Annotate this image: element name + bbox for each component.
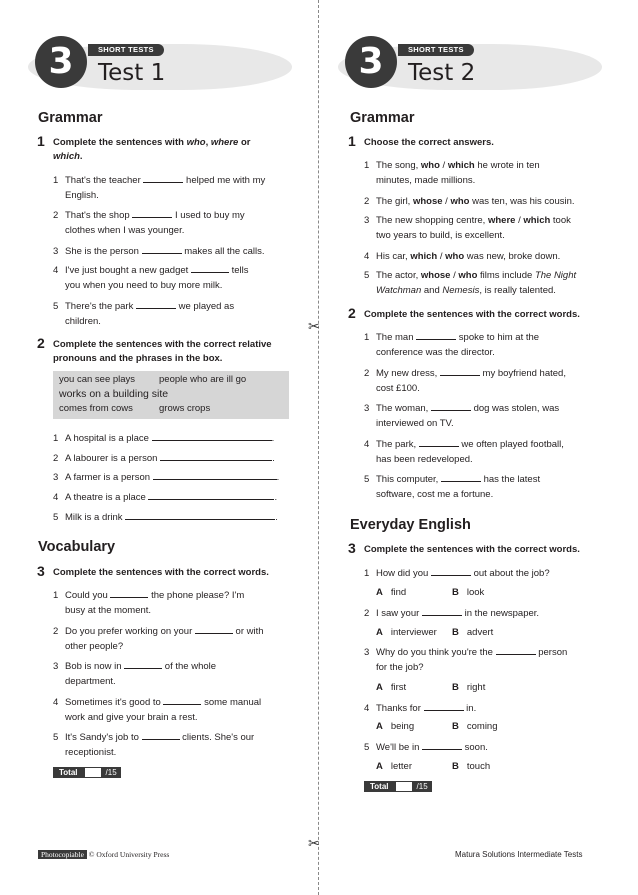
instruction: Complete the sentences with the correct words. [364, 544, 580, 555]
item-number: 4 [364, 703, 370, 714]
item-number: 1 [53, 175, 59, 186]
question-number: 3 [348, 540, 356, 556]
phrase: people who are ill go [159, 374, 247, 385]
option-b[interactable] [452, 681, 485, 695]
item-text: for the job? [376, 662, 424, 673]
item-number: 3 [364, 647, 370, 658]
list-item: 4 A theatre is a place . [53, 492, 278, 503]
option-word[interactable]: where [487, 215, 516, 226]
item-text: A farmer is a person [65, 472, 151, 483]
item-text: How did you [376, 568, 429, 579]
option-letter: B [452, 627, 459, 638]
item-text: has the latest [483, 474, 541, 485]
item-text: The woman, [376, 403, 429, 414]
list-item [364, 740, 616, 755]
film-title: Watchman [376, 285, 422, 296]
item-text: and [421, 285, 443, 296]
option-word[interactable]: whose [412, 196, 443, 207]
total-score [53, 767, 121, 778]
option-b[interactable] [452, 760, 490, 774]
item-text: soon. [464, 742, 488, 753]
item-text: I've just bought a new gadget [65, 265, 189, 276]
phrase: works on a building site [59, 388, 169, 400]
question-3 [348, 540, 614, 557]
list-item [53, 244, 295, 259]
option-letter: A [376, 761, 383, 772]
question-1 [348, 133, 614, 150]
list-item [364, 701, 616, 716]
scissors-icon: ✂ [308, 318, 320, 334]
item-number: 4 [53, 697, 59, 708]
list-item [53, 588, 295, 618]
list-item [53, 173, 295, 203]
item-text: spoke to him at the [458, 332, 540, 343]
question-2 [348, 305, 614, 322]
item-text: other people? [65, 641, 124, 652]
question-number: 3 [37, 563, 45, 579]
option-letter: A [376, 682, 383, 693]
list-item [364, 366, 616, 396]
item-number: 2 [53, 453, 59, 464]
grammar-heading: Grammar [350, 110, 415, 126]
separator: / [439, 160, 448, 171]
total-max: /15 [413, 781, 432, 792]
instruction: Complete the sentences with the correct relative [53, 339, 272, 350]
unit-number: 3 [35, 36, 87, 88]
instruction-word: which [53, 151, 80, 162]
option-word[interactable]: who [450, 196, 470, 207]
list-item [364, 268, 616, 298]
item-text: There's the park [65, 301, 134, 312]
answer-blank[interactable] [195, 624, 233, 634]
item-text: the phone please? I'm [151, 590, 245, 601]
instruction: Complete the sentences with the correct words. [53, 567, 269, 578]
scissors-icon: ✂ [308, 835, 320, 851]
instruction: . [79, 151, 83, 162]
list-item [364, 472, 616, 502]
item-number: 4 [364, 251, 370, 262]
item-text: interviewed on TV. [376, 418, 454, 429]
item-text: It's Sandy's job to [65, 732, 139, 743]
option-letter: B [452, 682, 459, 693]
instruction-word: who [186, 137, 206, 148]
unit-number: 3 [345, 36, 397, 88]
item-text: two years to build, is excellent. [376, 230, 505, 241]
answer-blank[interactable] [132, 208, 172, 218]
option-word[interactable]: whose [420, 270, 451, 281]
list-item: 2 A labourer is a person . [53, 453, 275, 464]
list-item: 1 A hospital is a place . [53, 433, 275, 444]
phrase: comes from cows [59, 403, 133, 414]
item-text: The girl, [376, 196, 413, 207]
item-text: The man [376, 332, 414, 343]
item-text: in. [466, 703, 477, 714]
item-number: 2 [53, 210, 59, 221]
answer-blank[interactable] [124, 659, 162, 669]
item-text: receptionist. [65, 747, 117, 758]
list-item [364, 606, 616, 621]
option-text: touch [466, 761, 491, 772]
item-text: She is the person [65, 246, 139, 257]
item-text: we often played football, [461, 439, 564, 450]
item-text: The actor, [376, 270, 421, 281]
option-letter: A [376, 721, 383, 732]
copyright-text: © Oxford University Press [88, 850, 170, 859]
option-a[interactable] [376, 760, 412, 774]
item-text: , is really talented. [479, 285, 556, 296]
question-number: 1 [37, 133, 45, 149]
item-text: The park, [376, 439, 417, 450]
footer-copyright [38, 850, 169, 859]
instruction: Choose the correct answers. [364, 137, 494, 148]
separator: / [450, 270, 459, 281]
item-text: We'll be in [376, 742, 420, 753]
option-letter: A [376, 627, 383, 638]
item-text: Bob is now in [65, 661, 122, 672]
test-title: Test 2 [408, 60, 476, 86]
item-text: Sometimes it's good to [65, 697, 161, 708]
item-number: 3 [53, 246, 59, 257]
item-number: 3 [53, 472, 59, 483]
item-text: software, cost me a fortune. [376, 489, 494, 500]
item-text: dog was stolen, was [473, 403, 560, 414]
item-text: makes all the calls. [184, 246, 265, 257]
everyday-english-heading: Everyday English [350, 517, 471, 533]
list-item [364, 330, 616, 360]
question-number: 1 [348, 133, 356, 149]
answer-blank[interactable] [431, 566, 471, 576]
answer-blank[interactable] [142, 244, 182, 254]
option-letter: B [452, 587, 459, 598]
item-text: department. [65, 676, 116, 687]
answer-blank[interactable] [152, 431, 272, 441]
total-label: Total [53, 767, 84, 778]
answer-blank[interactable] [441, 472, 481, 482]
item-text: His car, [376, 251, 411, 262]
item-text: in the newspaper. [464, 608, 540, 619]
item-number: 4 [364, 439, 370, 450]
list-item: 3 A farmer is a person . [53, 472, 280, 483]
option-text: look [466, 587, 485, 598]
instruction: , [205, 137, 211, 148]
option-text: interviewer [390, 627, 437, 638]
item-text: I saw your [376, 608, 420, 619]
list-item [364, 401, 616, 431]
option-word[interactable]: which [447, 160, 475, 171]
photocopiable-badge: Photocopiable [38, 850, 87, 859]
item-text: my boyfriend hated, [482, 368, 566, 379]
item-text: Why do you think you're the [376, 647, 493, 658]
item-text: That's the teacher [65, 175, 141, 186]
list-item [364, 566, 616, 581]
option-text: coming [466, 721, 498, 732]
item-text: minutes, made millions. [376, 175, 476, 186]
answer-blank[interactable] [422, 606, 462, 616]
item-number: 1 [364, 568, 370, 579]
answer-blank[interactable] [142, 730, 180, 740]
option-text: advert [466, 627, 494, 638]
list-item [53, 659, 295, 689]
question-number: 2 [37, 335, 45, 351]
item-number: 2 [364, 368, 370, 379]
item-text: work and give your brain a rest. [65, 712, 198, 723]
answer-blank[interactable] [110, 588, 148, 598]
answer-blank[interactable] [136, 299, 176, 309]
answer-blank[interactable] [143, 173, 183, 183]
item-text: busy at the moment. [65, 605, 152, 616]
answer-blank[interactable] [419, 437, 459, 447]
list-item [364, 213, 616, 243]
answer-blank[interactable] [160, 451, 272, 461]
item-text: was ten, was his cousin. [469, 196, 575, 207]
total-max: /15 [102, 767, 121, 778]
item-text: of the whole [164, 661, 217, 672]
option-letter: B [452, 761, 459, 772]
phrase: grows crops [159, 403, 211, 414]
test-2-banner [310, 34, 628, 94]
item-text: A theatre is a place [65, 492, 146, 503]
item-text: cost £100. [376, 383, 420, 394]
grammar-heading: Grammar [38, 110, 103, 126]
option-b[interactable] [452, 586, 484, 600]
item-text: out about the job? [473, 568, 550, 579]
total-label: Total [364, 781, 395, 792]
item-text: films include [477, 270, 535, 281]
instruction: Complete the sentences with [53, 137, 187, 148]
option-letter: A [376, 587, 383, 598]
list-item [364, 249, 616, 264]
footer-book-title: Matura Solutions Intermediate Tests [455, 850, 583, 859]
item-text: was new, broke down. [464, 251, 561, 262]
item-text: clients. She's our [182, 732, 255, 743]
option-word[interactable]: who [420, 160, 440, 171]
answer-blank[interactable] [191, 263, 229, 273]
item-text: has been redeveloped. [376, 454, 473, 465]
film-title: Nemesis [442, 285, 480, 296]
option-text: letter [390, 761, 412, 772]
instruction: or [238, 137, 251, 148]
item-number: 4 [53, 265, 59, 276]
item-text: took [550, 215, 571, 226]
item-text: My new dress, [376, 368, 438, 379]
cut-line [318, 0, 319, 895]
instruction: Complete the sentences with the correct words. [364, 309, 580, 320]
list-item [364, 194, 616, 209]
answer-blank[interactable] [153, 470, 277, 480]
answer-blank[interactable] [422, 740, 462, 750]
item-text: English. [65, 190, 99, 201]
list-item [53, 263, 295, 293]
option-b[interactable] [452, 720, 498, 734]
film-title: The Night [534, 270, 577, 281]
phrase-box [53, 371, 289, 419]
item-text: he wrote in ten [474, 160, 540, 171]
option-b[interactable] [452, 626, 493, 640]
instruction-word: where [210, 137, 239, 148]
item-number: 2 [53, 626, 59, 637]
item-number: 1 [53, 590, 59, 601]
option-word[interactable]: which [410, 251, 438, 262]
answer-blank[interactable] [416, 330, 456, 340]
item-number: 3 [364, 403, 370, 414]
list-item [53, 208, 295, 238]
item-number: 5 [53, 301, 59, 312]
separator: / [437, 251, 446, 262]
item-text: helped me with my [186, 175, 266, 186]
item-text: children. [65, 316, 101, 327]
option-letter: B [452, 721, 459, 732]
option-text: find [390, 587, 407, 598]
item-text: clothes when I was younger. [65, 225, 185, 236]
item-text: some manual [204, 697, 262, 708]
item-number: 5 [364, 474, 370, 485]
option-a[interactable] [376, 720, 414, 734]
item-number: 4 [53, 492, 59, 503]
option-word[interactable]: who [445, 251, 465, 262]
option-a[interactable] [376, 681, 406, 695]
answer-blank[interactable] [440, 366, 480, 376]
item-text: This computer, [376, 474, 439, 485]
question-3 [37, 563, 303, 580]
item-number: 5 [53, 732, 59, 743]
list-item [364, 158, 616, 188]
item-number: 1 [364, 332, 370, 343]
option-text: right [466, 682, 486, 693]
option-a[interactable] [376, 586, 406, 600]
item-text: person [538, 647, 568, 658]
answer-blank[interactable] [496, 645, 536, 655]
answer-blank[interactable] [163, 695, 201, 705]
option-word[interactable]: which [523, 215, 551, 226]
option-text: first [390, 682, 407, 693]
option-word[interactable]: who [458, 270, 478, 281]
item-number: 2 [364, 196, 370, 207]
list-item [53, 299, 295, 329]
question-1 [37, 133, 303, 164]
test-1-banner [0, 34, 318, 94]
item-number: 2 [364, 608, 370, 619]
item-number: 3 [53, 661, 59, 672]
phrase: you can see plays [59, 374, 136, 385]
question-2 [37, 335, 303, 366]
list-item [53, 730, 295, 760]
short-tests-tag: SHORT TESTS [88, 44, 164, 56]
item-text: I used to buy my [174, 210, 245, 221]
item-text: tells [231, 265, 249, 276]
item-text: Could you [65, 590, 108, 601]
answer-blank[interactable] [424, 701, 464, 711]
item-text: The song, [376, 160, 421, 171]
separator: / [515, 215, 524, 226]
item-text: The new shopping centre, [376, 215, 488, 226]
item-text: A labourer is a person [65, 453, 158, 464]
item-number: 5 [53, 512, 59, 523]
item-text: you when you need to buy more milk. [65, 280, 223, 291]
answer-blank[interactable] [125, 510, 275, 520]
item-number: 3 [364, 215, 370, 226]
item-text: or with [235, 626, 264, 637]
score-field[interactable] [395, 781, 413, 792]
answer-blank[interactable] [148, 490, 274, 500]
item-text: conference was the director. [376, 347, 495, 358]
answer-blank[interactable] [431, 401, 471, 411]
item-text: A hospital is a place [65, 433, 149, 444]
short-tests-tag: SHORT TESTS [398, 44, 474, 56]
instruction: pronouns and the phrases in the box. [53, 353, 223, 364]
option-text: being [390, 721, 415, 732]
item-number: 5 [364, 270, 370, 281]
option-a[interactable] [376, 626, 437, 640]
list-item: 5 Milk is a drink . [53, 512, 278, 523]
list-item [53, 624, 295, 654]
item-number: 5 [364, 742, 370, 753]
list-item [364, 437, 616, 467]
item-number: 1 [364, 160, 370, 171]
vocabulary-heading: Vocabulary [38, 539, 116, 555]
item-text: That's the shop [65, 210, 130, 221]
test-title: Test 1 [98, 60, 166, 86]
score-field[interactable] [84, 767, 102, 778]
item-text: we played as [178, 301, 235, 312]
question-number: 2 [348, 305, 356, 321]
item-text: Do you prefer working on your [65, 626, 193, 637]
item-number: 1 [53, 433, 59, 444]
total-score [364, 781, 432, 792]
list-item [53, 695, 295, 725]
list-item [364, 645, 616, 675]
separator: / [442, 196, 451, 207]
item-text: Thanks for [376, 703, 421, 714]
item-text: Milk is a drink [65, 512, 123, 523]
